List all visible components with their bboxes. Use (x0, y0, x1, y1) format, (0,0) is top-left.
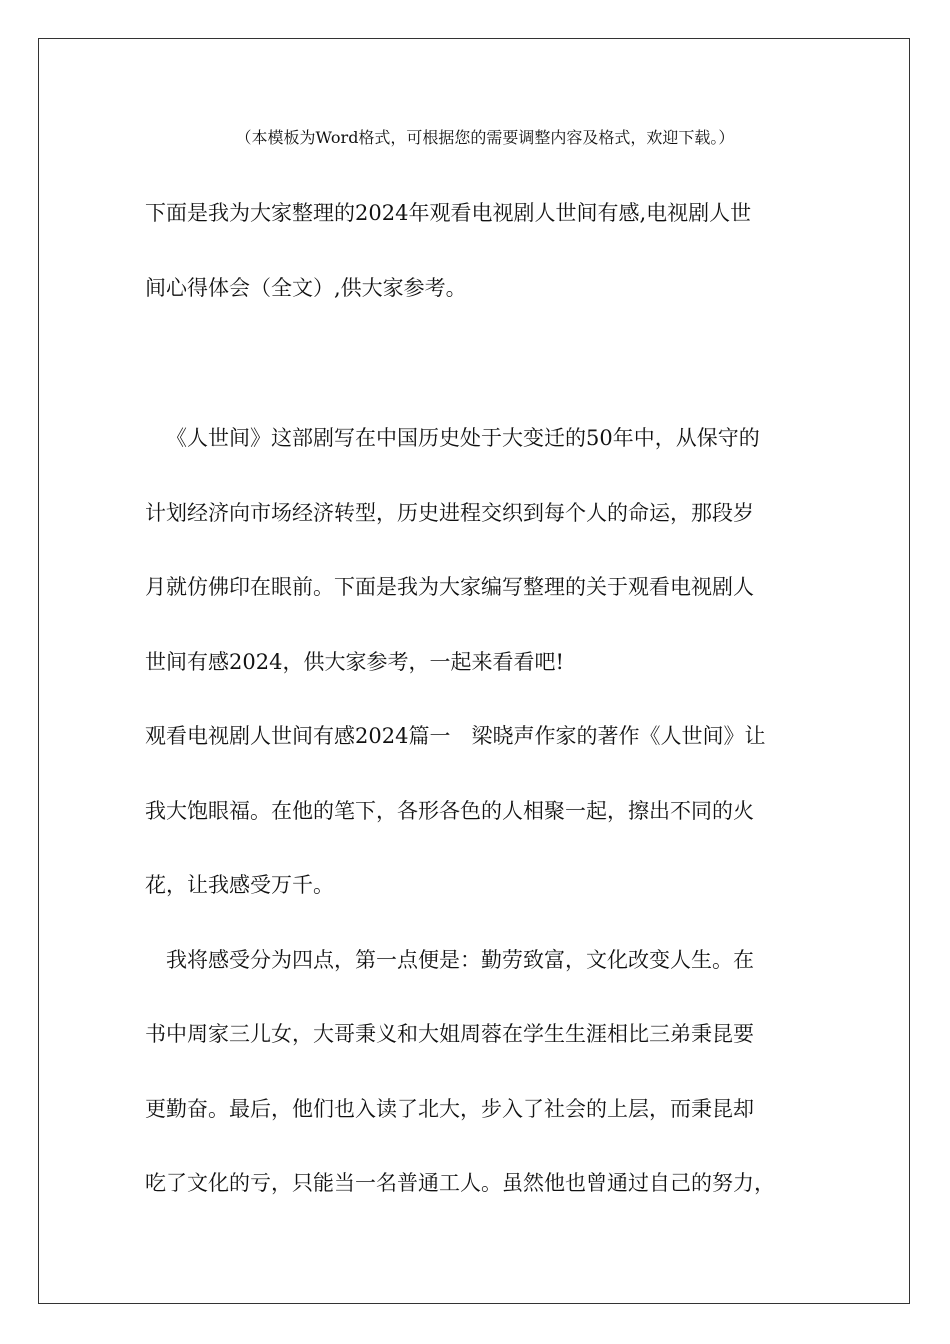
paragraph-2-line-3: 花，让我感受万千。 (145, 873, 334, 897)
intro-line-1: 下面是我为大家整理的2024年观看电视剧人世间有感,电视剧人世 (145, 201, 752, 225)
paragraph-1-line-2: 计划经济向市场经济转型，历史进程交织到每个人的命运，那段岁 (145, 501, 754, 525)
paragraph-3-line-3: 更勤奋。最后，他们也入读了北大，步入了社会的上层，而秉昆却 (145, 1097, 754, 1121)
section-heading-line: 观看电视剧人世间有感2024篇一 梁晓声作家的著作《人世间》让 (145, 724, 766, 748)
template-notice: （本模板为Word格式，可根据您的需要调整内容及格式，欢迎下载。） (235, 128, 735, 147)
paragraph-3-line-4: 吃了文化的亏，只能当一名普通工人。虽然他也曾通过自己的努力， (145, 1171, 775, 1195)
paragraph-1-line-4: 世间有感2024，供大家参考，一起来看看吧! (145, 650, 564, 674)
intro-line-2: 间心得体会（全文）,供大家参考。 (145, 276, 467, 300)
paragraph-3-line-1: 我将感受分为四点，第一点便是：勤劳致富，文化改变人生。在 (166, 948, 754, 972)
paragraph-1-line-1: 《人世间》这部剧写在中国历史处于大变迁的50年中，从保守的 (166, 426, 760, 450)
paragraph-1-line-3: 月就仿佛印在眼前。下面是我为大家编写整理的关于观看电视剧人 (145, 575, 754, 599)
paragraph-3-line-2: 书中周家三儿女，大哥秉义和大姐周蓉在学生生涯相比三弟秉昆要 (145, 1022, 754, 1046)
paragraph-2-line-2: 我大饱眼福。在他的笔下，各形各色的人相聚一起，擦出不同的火 (145, 799, 754, 823)
